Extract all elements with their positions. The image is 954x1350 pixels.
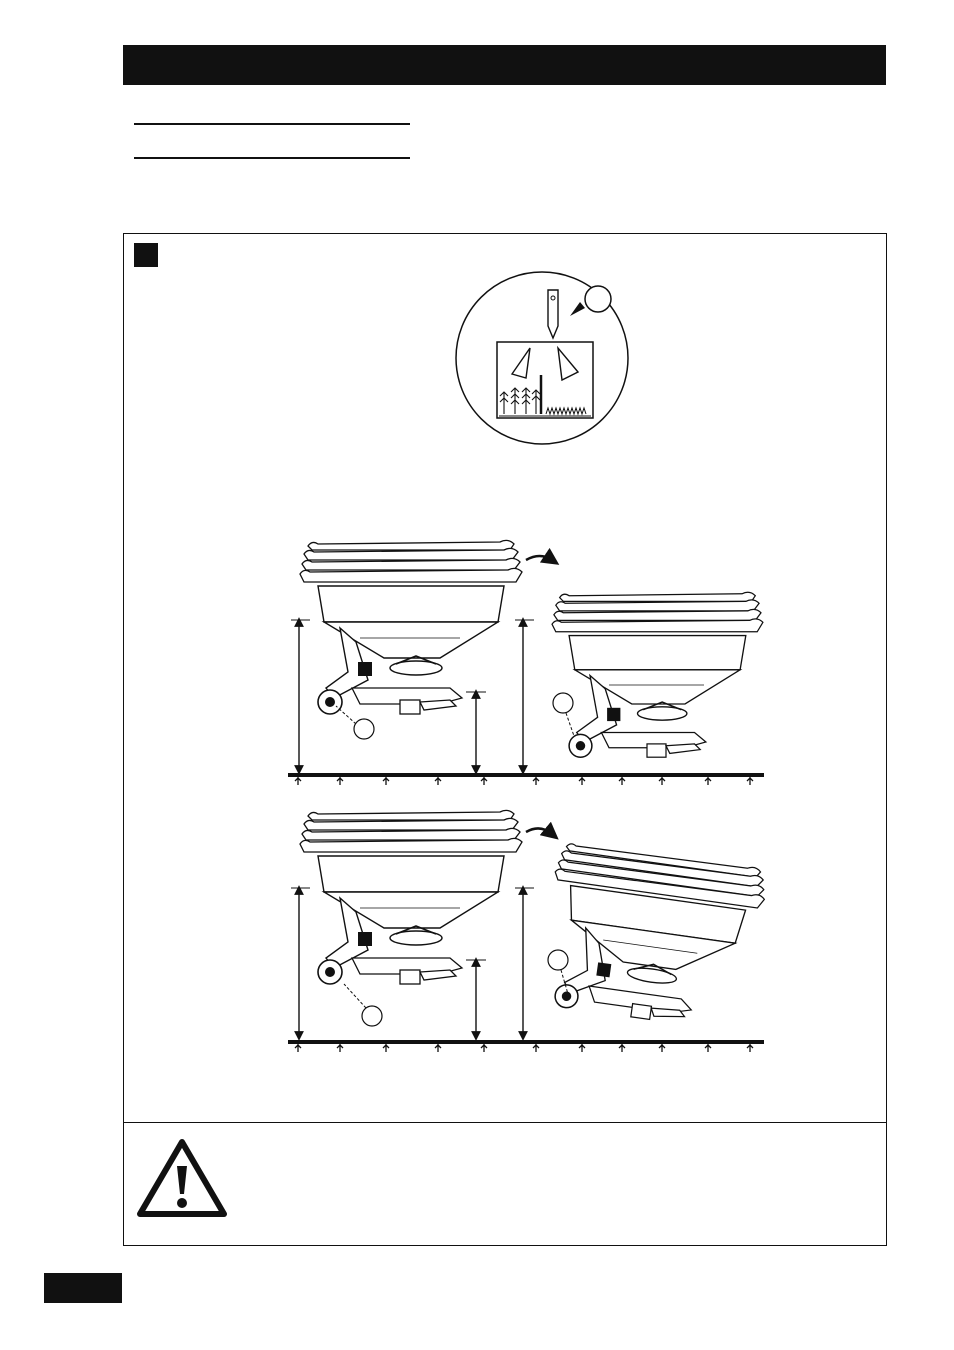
warning-triangle-icon — [136, 1138, 228, 1218]
spreader-row-2 — [288, 810, 769, 1052]
crop-detail-illustration — [456, 272, 628, 444]
spreader-row-1 — [288, 540, 764, 785]
pointer-icon — [548, 290, 558, 338]
page-number-tab — [44, 1273, 122, 1303]
callout-circle — [585, 286, 611, 312]
